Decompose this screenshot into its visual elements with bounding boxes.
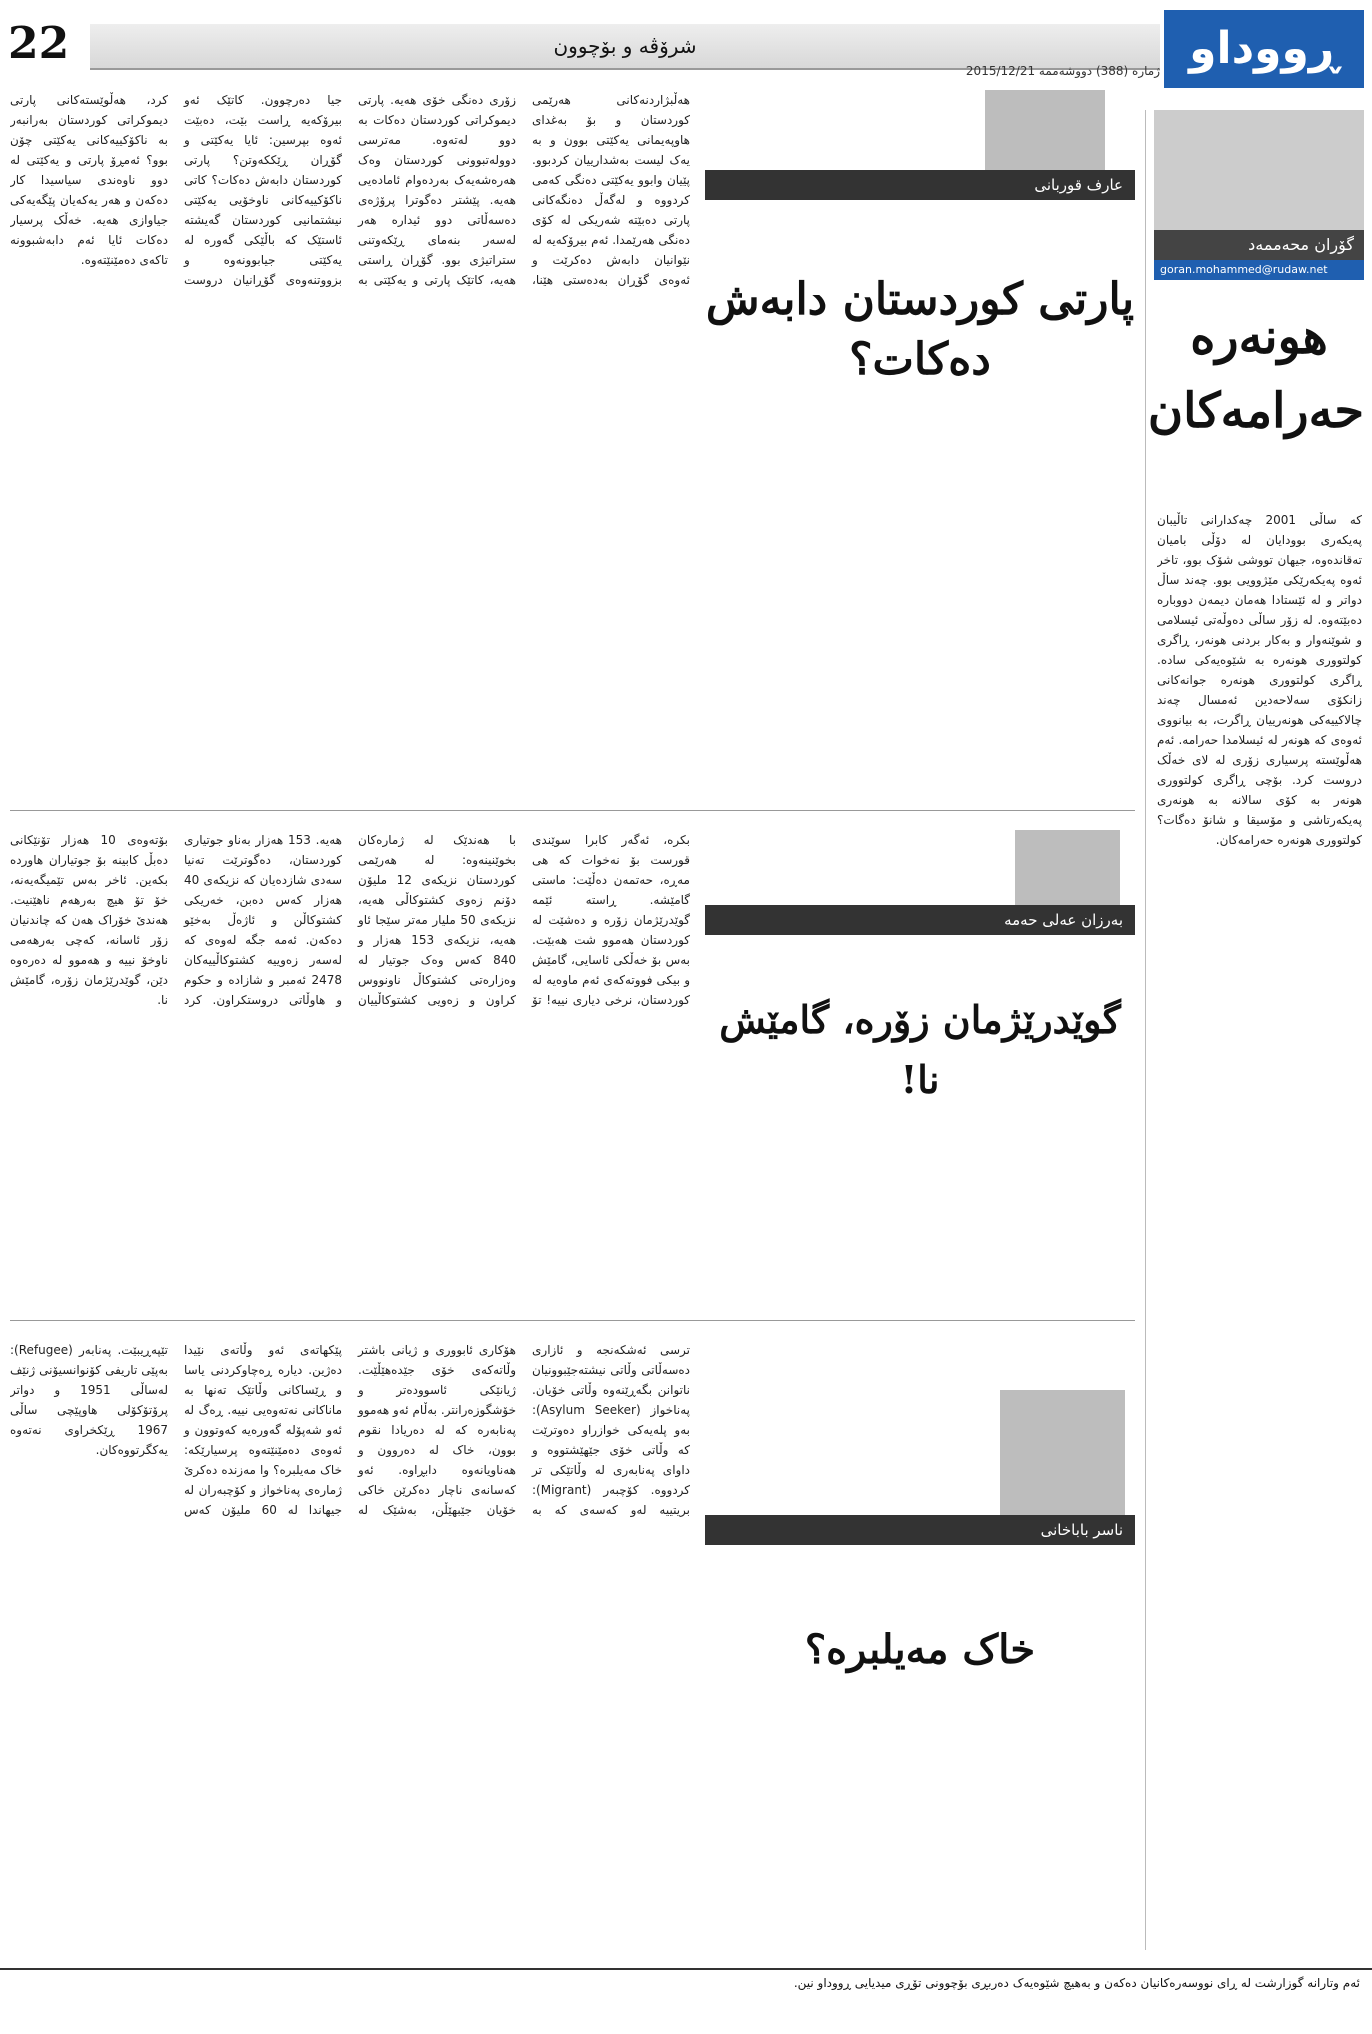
author-photo-3 — [1000, 1390, 1125, 1525]
columnist-body: کە ساڵی 2001 چەکدارانی تاڵیبان پەیکەری بوودایان لە دۆڵی بامیان تەقاندەوە، جیهان تووشی شۆک بوو، تاخر ئەوە پەیکەرێکی مێژوویی بوو. چەند ساڵ دواتر و لە ئێستادا هەمان دیمەن دووبارە دەبێتەوە. لە زۆر ساڵی دەوڵەتی ئیسلامی و شوێنەوار و بەکار بردنی هونەر، ڕاگری کولتووری هونەرە بە شێوەیەکی سادە. ڕاگری کولتووری هونەرە جوانەکانی زانکۆی سەلاحەدین ئەمسال چەند چالاکییەکی هونەرییان ڕاگرت، بە بیانووی ئەوەی کە هونەر لە ئیسلامدا حەرامە. ئەم هەڵوێستە پرسیاری زۆری لە لای خەڵک دروست کرد. بۆچی ڕاگری کولتووری هونەر بە کۆی سالانە بە هونەری پەیکەرتاشی و مۆسیقا و شانۆ دەگات؟ کولتووری هونەرە حەرامەکان. — [1157, 513, 1362, 847]
columnist-name: گۆران محەممەد — [1154, 230, 1364, 260]
article-separator-2 — [10, 1320, 1135, 1321]
headline-1: پارتی کوردستان دابەش دەکات؟ — [705, 274, 1135, 385]
author-name-1: عارف قوربانی — [705, 170, 1135, 200]
article-body-2: بکرە، ئەگەر کابرا سوێندی قورست بۆ نەخوات کە هی مەڕە، حەتمەن دەڵێت: ماستی گامێشە. ڕاستە ئێمە گوێدرێژمان زۆرە و دەشێت لە کوردستان هەموو شت هەبێت. بەس بۆ خەڵکی ئاسایی، گامێش و بیکی فووتەکەی ئەم ماوەیە لە کوردستان، نرخی دیاری نییە! تۆ با هەندێک لە ژمارەکان بخوێنینەوە: لە هەرێمی کوردستان نزیکەی 12 ملیۆن دۆنم زەوی کشتوکاڵی هەیە، نزیکەی 50 ملیار مەتر سێجا ئاو هەیە، نزیکەی 153 هەزار و 840 کەس وەک جوتیار لە وەزارەتی کشتوکاڵ ناونووس کراون و زەویی کشتوکاڵییان هەیە. 153 هەزار بەناو جوتیاری کوردستان، دەگوترێت تەنیا سەدی شازدەیان کە نزیکەی 40 هەزار کەس دەبن، خەریکی کشتوکاڵن و ئاژەڵ بەخێو دەکەن. ئەمە جگە لەوەی کە لەسەر زەوییە کشتوکاڵییەکان 2478 ئەمبر و شازادە و حکوم و هاوڵاتی دروستکراون. کرد بۆتەوەی 10 هەزار تۆنێکانی دەبڵ کابینە بۆ جوتیاران هاوردە بکەین. ئاخر بەس تێمیگەیەنە، خۆ تۆ هیچ بەرهەم ناهێنیت. هەندێ خۆراک هەن کە چاندنیان زۆر ئاسانە، کەچی بەرهەمی ناوخۆ نییە و هەموو لە دەرەوە دێن، گوێدرێژمان زۆرە، گامێش نا. — [10, 833, 690, 1007]
column-divider — [1145, 110, 1146, 1950]
author-name-2: بەرزان عەلی حەمە — [705, 905, 1135, 935]
article-separator-1 — [10, 810, 1135, 811]
columnist-headline: هونەرە حەرامەکان — [1147, 309, 1364, 439]
headline-2: گوێدرێژمان زۆرە، گامێش نا! — [719, 997, 1121, 1102]
columnist-email[interactable]: goran.mohammed@rudaw.net — [1154, 260, 1364, 280]
author-name-3: ناسر باباخانی — [705, 1515, 1135, 1545]
rudaw-logo[interactable]: ڕووداو — [1164, 10, 1364, 88]
article-body-3: ترسی ئەشکەنجە و ئازاری دەسەڵاتی وڵاتی نیشتەجێبوونیان ناتوانن بگەڕێنەوە وڵاتی خۆیان. پەناخواز (Asylum Seeker): بەو پلەیەکی خوازراو دەوترێت کە وڵاتی خۆی جێهێشتووە و داوای پەنابەری لە وڵاتێکی تر کردووە. کۆچبەر (Migrant): بریتییە لەو کەسەی کە بە هۆکاری ئابووری و ژیانی باشتر وڵاتەکەی خۆی جێدەهێڵێت. ژیانێکی ئاسوودەتر و خۆشگوزەرانتر. بەڵام ئەو هەموو پەنابەرە کە لە دەریادا نقوم بوون، خاک لە دەروون و هەناویانەوە دابڕاوە. ئەو کەسانەی ناچار دەکرێن خاکی خۆیان جێبهێڵن، بەشێک لە پێکهاتەی ئەو وڵاتەی نێیدا دەژین. دیارە ڕەچاوکردنی یاسا و ڕێساکانی وڵاتێک تەنها بە ماناکانی نەتەوەیی نییە. ڕەگ لە ئەو شەپۆلە گەورەیە کەوتوون و ئەوەی دەمێنێتەوە پرسیارێکە: خاک مەیلبرە؟ وا مەزندە دەکرێ ژمارەی پەناخواز و کۆچبەران لە جیهاندا لە 60 ملیۆن کەس تێپەڕیبێت. پەنابەر (Refugee): بەپێی تاریفی کۆنوانسیۆنی ژنێف لەساڵی 1951 و دواتر پرۆتۆکۆلی هاوپێچی ساڵی 1967 ڕێکخراوی نەتەوە یەکگرتووەکان. — [10, 1343, 690, 1517]
section-title: شرۆڤە و بۆچوون — [90, 24, 1160, 70]
footer-disclaimer: ئەم وتارانە گوزارشت لە ڕای نووسەرەکانیان دەکەن و بەهیچ شێوەیەک دەربڕی بۆچوونی تۆڕی میدیایی ڕووداو نین. — [0, 1968, 1372, 2008]
article-body-1: هەڵبژاردنەکانی هەرێمی کوردستان و بۆ بەغدای هاوپەیمانی یەکێتی بوون و بە یەک لیست بەشدارییان کردبوو. پێیان وابوو یەکێتی دەنگی کەمی کردووە و لەگەڵ دەنگەکانی پارتی دەبێتە شەریکی لە کۆی دەنگی هەرێمدا. ئەم بیرۆکەیە لە نێوانیان دابەش دەکرێت و ئەوەی گۆڕان بەدەستی هێنا، زۆری دەنگی خۆی هەیە. پارتی دیموکراتی کوردستان دەکات بە دوو لەتەوە. مەترسی دوولەتبوونی کوردستان وەک هەرەشەیەک بەردەوام ئامادەیی هەیە. پێشتر دەگوترا پرۆژەی دەسەڵاتی دوو ئیدارە هەر لەسەر بنەمای ڕێکەوتنی ستراتیژی بوو. گۆڕان ڕاستی هەیە، کاتێک پارتی و یەکێتی بە جیا دەرچوون. کاتێک ئەو بیرۆکەیە ڕاست بێت، دەبێت ئەوە بپرسین: ئایا یەکێتی و گۆڕان ڕێککەوتن؟ پارتی کوردستان دابەش دەکات؟ کاتی ناکۆکییەکانی ناوخۆیی یەکێتی نیشتمانیی کوردستان گەیشتە ئاستێک کە باڵێکی گەورە لە یەکێتی جیابوونەوە و بزووتنەوەی گۆڕانیان دروست کرد، هەڵوێستەکانی پارتی دیموکراتی کوردستان بەرانبەر بە ناکۆکییەکانی یەکێتی چۆن بوو؟ ئەمڕۆ پارتی و یەکێتی لە دوو ناوەندی سیاسیدا کار دەکەن و هەر یەکەیان پێگەیەکی جیاوازی هەیە. خەڵک پرسیار دەکات ئایا ئەم دابەشبوونە تاکەی دەمێنێتەوە. — [10, 93, 690, 287]
page-number: 22 — [8, 18, 70, 69]
issue-line: ژمارە (388) دووشەممە 2015/12/21 — [965, 64, 1160, 78]
headline-3: خاک مەیلبرە؟ — [804, 1626, 1036, 1673]
